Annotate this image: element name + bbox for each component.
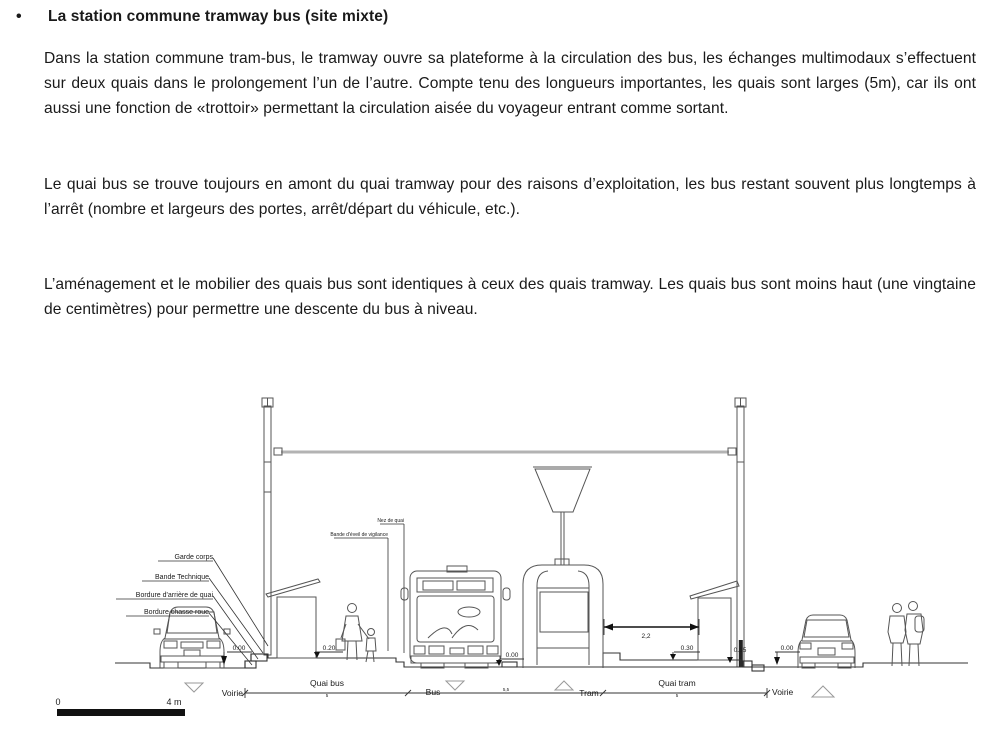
paragraph-2: Le quai bus se trouve toujours en amont du quai tramway pour des raisons d’exploitation, les bus restant souvent plus longtemps à l’arrêt (nombre et largeurs des portes, arrêt/départ du véhicule, etc.). [44,176,976,218]
pantograph [535,469,590,512]
level-dim-road-left [221,645,252,665]
callout-label: Nez de quai [377,518,404,524]
curb-right-detail [743,661,764,671]
svg-text:0.20: 0.20 [322,645,336,652]
scale-bar-rule [57,709,185,716]
direction-triangle-up-icon [555,681,573,690]
callout-label: Bordure d'arrière de quai [135,592,213,599]
svg-text:0.00: 0.00 [505,652,519,659]
zone-label-quai-tram: Quai tram [658,678,696,688]
callout-bordure-chasse-roue [126,609,252,665]
direction-triangle-down-icon [185,683,203,692]
pedestrians-right [888,602,924,667]
callout-label: Bande d'éveil de vigilance [330,532,388,538]
car-rear-right [798,615,855,668]
zone-width-quai-bus: 5 [325,693,329,698]
direction-triangle-up-icon [812,686,834,697]
callout-label: Bordure chasse roue [144,609,209,616]
list-bullet: • [16,8,22,25]
zone-label-tram: Tram [579,688,599,698]
svg-text:0.00: 0.00 [232,645,246,652]
svg-text:0.15: 0.15 [733,647,747,654]
level-dim-road-mid [496,652,524,666]
svg-text:0.30: 0.30 [680,645,694,652]
bus-shelter [266,579,320,658]
zone-label-quai-bus: Quai bus [309,678,345,688]
tram-front [523,467,603,668]
zone-label-voirie-right: Voirie [772,687,794,697]
catenary-wire [274,448,736,455]
callout-bande-eveil [330,532,388,651]
lane-separator-block [502,662,517,667]
level-dim-road-right [774,645,800,665]
callout-label: Garde corps [174,554,213,561]
svg-text:0.00: 0.00 [780,645,794,652]
zone-label-voirie-left: Voirie [221,688,243,698]
clearance-dimension [604,619,699,640]
zone-label-bus: Bus [425,687,441,697]
paragraph-3: L’aménagement et le mobilier des quais bus sont identiques à ceux des quais tramway. Les quais bus sont moins haut (une vingtaine de centimètres) pour permettre une descente du bus à niveau. [44,276,976,318]
zone-width-lane: 5,5 [502,687,510,692]
callout-label: Bande Technique [155,574,209,581]
scale-four-m: 4 m [166,697,182,707]
ground-profile [115,653,968,668]
zone-width-quai-tram: 5 [675,693,679,698]
svg-text:2,2: 2,2 [641,633,651,640]
pedestrian-woman-child [336,604,376,663]
level-dim-quai-tram [670,645,700,660]
callout-garde-corps [158,554,268,646]
bus-front [401,566,510,668]
tram-shelter [690,581,739,660]
catenary-mast-left [262,398,273,655]
direction-triangle-down-icon [446,681,464,690]
scale-zero: 0 [55,697,61,707]
paragraph-1: Dans la station commune tram-bus, le tramway ouvre sa plateforme à la circulation des bus, les échanges multimodaux s’effectuent sur deux quais dans le prolongement l’un de l’autre. Compte tenu des longueurs importantes, les quais sont larges (5m), car ils ont aussi une fonction de «trottoir» permettant la circulation aisée du voyageur entrant comme sortant. [44,50,976,117]
scale-bar [55,697,185,716]
level-dim-quai-bus [314,645,343,658]
catenary-mast-right [735,398,746,667]
page-title: La station commune tramway bus (site mixte) [48,8,389,25]
